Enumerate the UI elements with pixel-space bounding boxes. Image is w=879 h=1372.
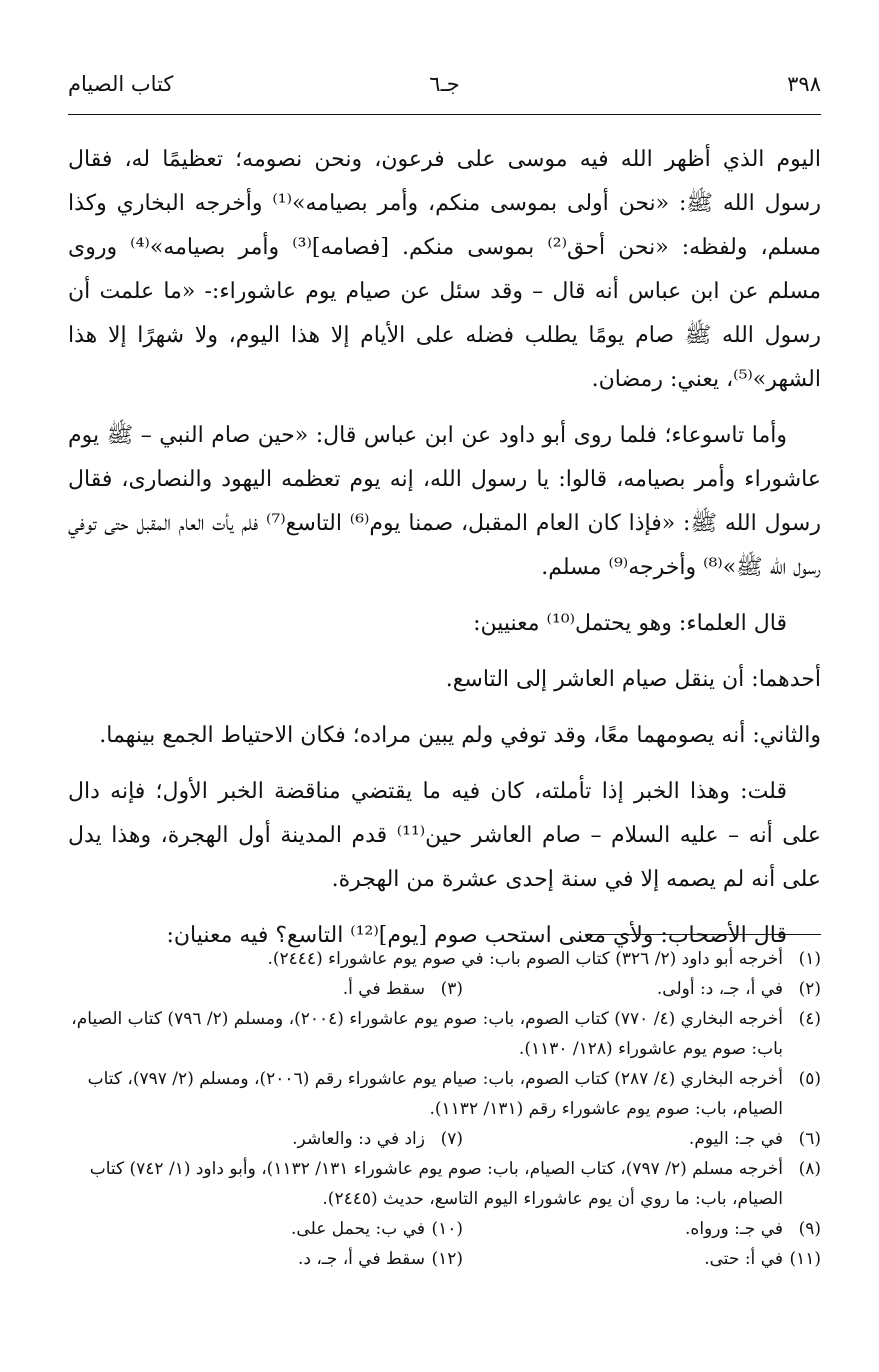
footnote-number: (١) — [798, 949, 821, 969]
paragraph: قلت: وهذا الخبر إذا تأملته، كان فيه ما يقتضي مناقضة الخبر الأول؛ فإنه دال على أنه – عليه السلام – صام العاشر حين⁽¹¹⁾ قدم المدينة أول الهجرة، وهذا يدل على أنه لم يصمه إلا في سنة إحدى عشرة من الهجرة. — [68, 779, 821, 892]
footnote-text: سقط في أ، جـ، د. — [297, 1249, 425, 1269]
footnote-number: (٣) — [440, 979, 463, 999]
footnote — [68, 944, 821, 974]
footnote-number: (١٠) — [431, 1219, 463, 1239]
footnote — [463, 1214, 821, 1244]
footnote-number: (٨) — [798, 1159, 821, 1179]
page-number: ٣٩٨ — [787, 72, 821, 96]
footnote-number: (٦) — [798, 1129, 821, 1149]
footnotes — [68, 944, 821, 1274]
footnote-text: في أ، جـ، د: أولى. — [656, 979, 783, 999]
footnote-number: (٢) — [798, 979, 821, 999]
footnote — [68, 1004, 821, 1064]
footnote — [291, 1214, 463, 1244]
footnote-pair — [68, 1244, 821, 1274]
footnote-number: (٩) — [798, 1219, 821, 1239]
footnote — [463, 1124, 821, 1154]
footnote-pair — [68, 974, 821, 1004]
footnote-text: سقط في أ. — [342, 979, 425, 999]
footnote — [298, 1244, 463, 1274]
footnote — [68, 1154, 821, 1214]
footnote-number: (١٢) — [431, 1249, 463, 1269]
footnote — [463, 1244, 821, 1274]
header-rule — [68, 114, 821, 115]
paragraph: أحدهما: أن ينقل صيام العاشر إلى التاسع. — [445, 667, 821, 692]
paragraph: والثاني: أنه يصومهما معًا، وقد توفي ولم يبين مراده؛ فكان الاحتياط الجمع بينهما. — [99, 723, 821, 748]
paragraph: قال الأصحاب: ولأي معنى استحب صوم [يوم]⁽¹²⁾ التاسع؟ فيه معنيان: — [166, 923, 787, 948]
footnote-pair — [68, 1124, 821, 1154]
footnote-text: زاد في د: والعاشر. — [292, 1129, 425, 1149]
footnote-text: أخرجه أبو داود (٢/ ٣٢٦) كتاب الصوم باب: في صوم يوم عاشوراء (٢٤٤٤). — [267, 949, 783, 969]
book-title: كتاب الصيام — [68, 72, 174, 96]
footnote-text: أخرجه البخاري (٤/ ٢٨٧) كتاب الصوم، باب: صيام يوم عاشوراء رقم (٢٠٠٦)، ومسلم (٢/ ٧٩٧)، كتاب الصيام، باب: صوم يوم عاشوراء رقم (١٣١/ ١١٣٢). — [87, 1069, 783, 1119]
footnote-text: في جـ: ورواه. — [685, 1219, 783, 1239]
footnote — [463, 974, 821, 1004]
footnote-rule — [585, 934, 821, 935]
main-text — [68, 138, 821, 970]
footnote-text: في ب: يحمل على. — [291, 1219, 425, 1239]
footnote-text: أخرجه مسلم (٢/ ٧٩٧)، كتاب الصيام، باب: صوم يوم عاشوراء ١٣١/ ١١٣٢)، وأبو داود (١/ ٧٤٢) كتاب الصيام، باب: ما روي أن يوم عاشوراء اليوم التاسع، حديث (٢٤٤٥). — [89, 1159, 783, 1209]
footnote-text: في أ: حتى. — [704, 1249, 783, 1269]
footnote — [68, 1064, 821, 1124]
running-header — [68, 72, 821, 106]
footnote-number: (٧) — [440, 1129, 463, 1149]
footnote-number: (١١) — [789, 1249, 821, 1269]
footnote — [343, 974, 463, 1004]
footnote-number: (٤) — [798, 1009, 821, 1029]
paragraph: قال العلماء: وهو يحتمل⁽¹⁰⁾ معنيين: — [473, 611, 787, 636]
footnote-number: (٥) — [798, 1069, 821, 1089]
footnote-pair — [68, 1214, 821, 1244]
footnote-text: في جـ: اليوم. — [688, 1129, 783, 1149]
paragraph: اليوم الذي أظهر الله فيه موسى على فرعون، ونحن نصومه؛ تعظيمًا له، فقال رسول الله ﷺ: «نحن أولى بموسى منكم، وأمر بصيامه»⁽¹⁾ وأخرجه البخاري وكذا مسلم، ولفظه: «نحن أحق⁽²⁾ بموسى منكم. [فصامه]⁽³⁾ وأمر بصيامه»⁽⁴⁾ وروى مسلم عن ابن عباس أنه قال – وقد سئل عن صيام يوم عاشوراء:- «ما علمت أن رسول الله ﷺ صام يومًا يطلب فضله على الأيام إلا هذا اليوم، ولا شهرًا إلا هذا الشهر»⁽⁵⁾، يعني: رمضان. — [68, 147, 821, 392]
volume-label: جـ٦ — [429, 72, 460, 96]
footnote-text: أخرجه البخاري (٤/ ٧٧٠) كتاب الصوم، باب: صوم يوم عاشوراء (٢٠٠٤)، ومسلم (٢/ ٧٩٦) كتاب الصيام، باب: صوم يوم عاشوراء (١٢٨/ ١١٣٠). — [71, 1009, 783, 1059]
footnote — [292, 1124, 463, 1154]
paragraph: وأما تاسوعاء؛ فلما روى أبو داود عن ابن عباس قال: «حين صام النبي – ﷺ يوم عاشوراء وأمر بصيامه، قالوا: يا رسول الله، إنه يوم تعظمه اليهود والنصارى، فقال رسول الله ﷺ: «فإذا كان العام المقبل، صمنا يوم⁽⁶⁾ التاسع⁽⁷⁾ فلم يأت العام المقبل حتى توفي رسول الله ﷺ»⁽⁸⁾ وأخرجه⁽⁹⁾ مسلم. — [68, 423, 821, 580]
